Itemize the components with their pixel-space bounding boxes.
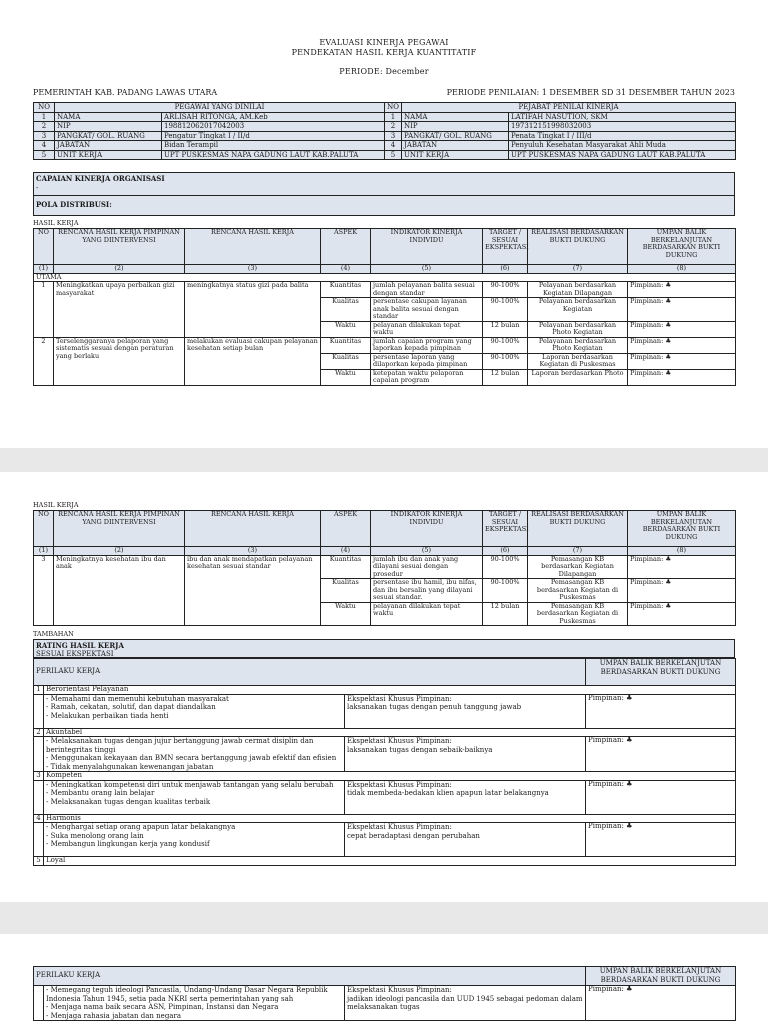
indikator: jumlah pelayanan balita sesuai dengan standar [371,282,483,298]
ekspektasi-pimpinan: Ekspektasi Khusus Pimpinan: jadikan ideologi pancasila dan UUD 1945 sebagai pedoman dalam melaksanakan tugas [345,986,586,1021]
realisasi: Laporan berdasarkan Photo [528,369,628,385]
gov-row [0,88,768,97]
ekspektasi-pimpinan: Ekspektasi Khusus Pimpinan: laksanakan tugas dengan sebaik-baiknya [345,737,586,772]
col-target: TARGET / SESUAI EKSPEKTASI [483,229,528,265]
realisasi: Pemasangan KB berdasarkan Kegiatan Dilapangan [528,555,628,579]
info-label: PANGKAT/ GOL. RUANG [55,131,162,141]
aspek: Kualitas [321,579,371,603]
col-number: (3) [185,547,321,556]
rencana-hasil-kerja: meningkatnya status gizi pada balita [185,282,321,338]
hasil-kerja-title: HASIL KERJA [33,219,79,227]
umpan-balik: Pimpinan: ♣ [628,369,736,385]
aspek: Waktu [321,369,371,385]
info-no: 5 [34,150,55,160]
target: 12 bulan [483,369,528,385]
umpan-balik: Pimpinan: ♣ [628,298,736,322]
info-table [33,102,736,160]
doc-title: EVALUASI KINERJA PEGAWAI [319,38,449,47]
col-realisasi: REALISASI BERDASARKAN BUKTI DUKUNG [528,511,628,547]
col-number: (6) [483,265,528,274]
page-2 [0,472,768,902]
penilai-unit: UPT PUSKESMAS NAPA GADUNG LAUT KAB.PALUTA [509,150,736,160]
info-no: 1 [385,112,402,122]
rencana-hasil-kerja: ibu dan anak mendapatkan pelayanan kesehatan sesuai standar [185,555,321,626]
info-row [34,112,736,122]
doc-subtitle: PENDEKATAN HASIL KERJA KUANTITATIF [291,48,477,57]
hasil-kerja-row [34,282,736,298]
pola-distribusi: POLA DISTRIBUSI: [34,195,734,213]
target: 90-100% [483,353,528,369]
pimpinan-feedback: Pimpinan: ♣ [586,694,736,728]
umpan-balik: Pimpinan: ♣ [628,337,736,353]
realisasi: Pelayanan berdasarkan Photo Kegiatan [528,321,628,337]
target: 12 bulan [483,321,528,337]
aspek: Waktu [321,602,371,626]
rencana-pimpinan: Meningkatkan upaya perbaikan gizi masyarakat [54,282,185,338]
perilaku-row [34,737,736,772]
no-header: NO [34,103,55,113]
utama-label: UTAMA [34,273,736,282]
pimpinan-feedback: Pimpinan: ♣ [586,986,736,1021]
rencana-hasil-kerja: melakukan evaluasi cakupan pelayanan kesehatan setiap bulan [185,337,321,385]
perilaku-row [34,986,736,1021]
umpan-balik: Pimpinan: ♣ [628,321,736,337]
indikator: jumlah capaian program yang laporkan kepada pimpinan [371,337,483,353]
perilaku-name: Akuntabel [44,728,736,737]
col-aspek: ASPEK [321,511,371,547]
no-header-2: NO [385,103,402,113]
info-label: NIP [402,122,509,132]
periode-penilaian: PERIODE PENILAIAN: 1 DESEMBER SD 31 DESEMBER TAHUN 2023 [446,88,735,97]
indikator: persentase laporan yang dilaporkan kepada pimpinan [371,353,483,369]
indikator: ketepatan waktu pelaporan capaian program [371,369,483,385]
indikator: jumlah ibu dan anak yang dilayani sesuai dengan prosedur [371,555,483,579]
perilaku-row [34,694,736,728]
col-no: NO [34,229,54,265]
perilaku-category-row [34,686,736,695]
info-row [34,141,736,151]
info-label: JABATAN [55,141,162,151]
document-header [0,38,768,77]
info-no: 2 [385,122,402,132]
target: 90-100% [483,555,528,579]
realisasi: Pemasangan KB berdasarkan Kegiatan di Puskesmas [528,579,628,603]
info-label: JABATAN [402,141,509,151]
aspek: Kuantitas [321,337,371,353]
col-number: (7) [528,265,628,274]
rating-box [33,639,735,658]
col-indikator: INDIKATOR KINERJA INDIVIDU [371,511,483,547]
perilaku-points: - Memegang teguh ideologi Pancasila, Undang-Undang Dasar Negara Republik Indonesia Tahun 1945, setia pada NKRI serta pemerintahan yang sah - Menjaga nama baik secara ASN, Pimpinan, Instansi dan Negara - Menjaga rahasia jabatan dan negara [44,986,345,1021]
capaian-box [33,172,735,216]
page-3 [0,934,768,1024]
pegawai-nama: ARLISAH RITONGA, AM.Keb [162,112,385,122]
rating-value: SESUAI EKSPEKTASI [36,650,114,658]
perilaku-no: 1 [34,686,44,695]
umpan-balik: Pimpinan: ♣ [628,555,736,579]
penilai-nip: 197312151998032003 [509,122,736,132]
hasil-kerja-row [34,555,736,579]
col-number: (3) [185,265,321,274]
tambahan-label: TAMBAHAN [33,630,74,638]
col-number: (4) [321,265,371,274]
ekspektasi-pimpinan: Ekspektasi Khusus Pimpinan: tidak membeda-bedakan klien apapun latar belakangnya [345,780,586,814]
col-number: (8) [628,265,736,274]
pimpinan-feedback: Pimpinan: ♣ [586,780,736,814]
col-realisasi: REALISASI BERDASARKAN BUKTI DUKUNG [528,229,628,265]
col-umpan-balik: UMPAN BALIK BERKELANJUTAN BERDASARKAN BUKTI DUKUNG [628,229,736,265]
perilaku-points: - Meningkatkan kompetensi diri untuk menjawab tantangan yang selalu berubah - Membantu orang lain belajar - Melaksanakan tugas dengan kualitas terbaik [44,780,345,814]
umpan-balik: Pimpinan: ♣ [628,602,736,626]
pemerintah-label: PEMERINTAH KAB. PADANG LAWAS UTARA [33,88,218,97]
pegawai-header: PEGAWAI YANG DINILAI [55,103,385,113]
perilaku-name: Harmonis [44,814,736,823]
indikator: persentase ibu hamil, ibu nifas, dan ibu bersalin yang dilayani sesuai standar. [371,579,483,603]
realisasi: Pelayanan berdasarkan Photo Kegiatan [528,337,628,353]
info-no: 1 [34,112,55,122]
perilaku-category-row [34,772,736,781]
target: 90-100% [483,298,528,322]
info-label: NAMA [402,112,509,122]
umpan-balik: Pimpinan: ♣ [628,579,736,603]
col-number: (4) [321,547,371,556]
target: 90-100% [483,337,528,353]
info-label: NIP [55,122,162,132]
col-number: (8) [628,547,736,556]
info-no: 3 [385,131,402,141]
rencana-pimpinan: Meningkatnya kesehatan ibu dan anak [54,555,185,626]
info-no: 2 [34,122,55,132]
col-target: TARGET / SESUAI EKSPEKTASI [483,511,528,547]
info-row [34,131,736,141]
col-number: (1) [34,547,54,556]
col-number: (1) [34,265,54,274]
col-aspek: ASPEK [321,229,371,265]
perilaku-title: PERILAKU KERJA [34,659,586,686]
aspek: Waktu [321,321,371,337]
perilaku-points: - Menghargai setiap orang apapun latar belakangnya - Suka menolong orang lain - Membangun lingkungan kerja yang kondusif [44,823,345,857]
pimpinan-feedback: Pimpinan: ♣ [586,737,736,772]
indikator: persentase cakupan layanan anak balita sesuai dengan standar [371,298,483,322]
perilaku-points: - Memahami dan memenuhi kebutuhan masyarakat - Ramah, cekatan, solutif, dan dapat diandalkan - Melakukan perbaikan tiada henti [44,694,345,728]
col-rencana: RENCANA HASIL KERJA [185,229,321,265]
perilaku-no: 2 [34,728,44,737]
row-no: 3 [34,555,54,626]
info-label: UNIT KERJA [402,150,509,160]
perilaku-table-2 [33,966,736,1021]
col-umpan-balik: UMPAN BALIK BERKELANJUTAN BERDASARKAN BUKTI DUKUNG [628,511,736,547]
row-no: 2 [34,337,54,385]
info-label: NAMA [55,112,162,122]
col-indikator: INDIKATOR KINERJA INDIVIDU [371,229,483,265]
col-number: (7) [528,547,628,556]
indikator: pelayanan dilakukan tepat waktu [371,321,483,337]
info-row [34,122,736,132]
col-number: (2) [54,265,185,274]
hasil-kerja-title-2: HASIL KERJA [33,501,79,509]
info-no: 3 [34,131,55,141]
doc-periode: PERIODE: December [339,67,429,76]
perilaku-title-2: PERILAKU KERJA [34,967,586,986]
col-number: (6) [483,547,528,556]
pegawai-nip: 198812062017042003 [162,122,385,132]
pegawai-unit: UPT PUSKESMAS NAPA GADUNG LAUT KAB.PALUTA [162,150,385,160]
capaian-value: - [36,184,39,192]
realisasi: Pemasangan KB berdasarkan Kegiatan di Puskesmas [528,602,628,626]
col-rencana: RENCANA HASIL KERJA [185,511,321,547]
info-label: UNIT KERJA [55,150,162,160]
capaian-title: CAPAIAN KINERJA ORGANISASI [36,174,165,183]
perilaku-row [34,823,736,857]
pimpinan-feedback: Pimpinan: ♣ [586,823,736,857]
realisasi: Pelayanan berdasarkan Kegiatan [528,298,628,322]
perilaku-points: - Melaksanakan tugas dengan jujur bertanggung jawab cermat disiplin dan berintegritas tinggi - Menggunakan kekayaan dan BMN secara bertanggung jawab efektif dan efisien - Tidak menyalahgunakan kewenangan jabatan [44,737,345,772]
indikator: pelayanan dilakukan tepat waktu [371,602,483,626]
perilaku-name: Loyal [44,857,736,866]
ekspektasi-pimpinan: Ekspektasi Khusus Pimpinan: cepat beradaptasi dengan perubahan [345,823,586,857]
perilaku-row [34,780,736,814]
hasil-kerja-row [34,337,736,353]
ekspektasi-pimpinan: Ekspektasi Khusus Pimpinan: laksanakan tugas dengan penuh tanggung jawab [345,694,586,728]
info-row [34,150,736,160]
info-no: 4 [385,141,402,151]
aspek: Kuantitas [321,555,371,579]
aspek: Kualitas [321,353,371,369]
col-rencana-pimpinan: RENCANA HASIL KERJA PIMPINAN YANG DIINTERVENSI [54,229,185,265]
target: 90-100% [483,579,528,603]
penilai-pangkat: Penata Tingkat I / III/d [509,131,736,141]
perilaku-name: Kompeten [44,772,736,781]
realisasi: Laporan berdasarkan Kegiatan di Puskesmas [528,353,628,369]
aspek: Kuantitas [321,282,371,298]
info-no: 5 [385,150,402,160]
col-number: (2) [54,547,185,556]
pegawai-pangkat: Pengatur Tingkat I / II/d [162,131,385,141]
target: 12 bulan [483,602,528,626]
col-no: NO [34,511,54,547]
col-number: (5) [371,265,483,274]
row-no: 1 [34,282,54,338]
page-1 [0,0,768,448]
perilaku-table [33,658,736,866]
rating-title: RATING HASIL KERJA [36,641,124,650]
col-rencana-pimpinan: RENCANA HASIL KERJA PIMPINAN YANG DIINTERVENSI [54,511,185,547]
target: 90-100% [483,282,528,298]
perilaku-no: 4 [34,814,44,823]
hasil-kerja-table [33,228,736,386]
penilai-jabatan: Penyuluh Kesehatan Masyarakat Ahli Muda [509,141,736,151]
perilaku-name: Berorientasi Pelayanan [44,686,736,695]
perilaku-no: 5 [34,857,44,866]
info-label: PANGKAT/ GOL. RUANG [402,131,509,141]
aspek: Kualitas [321,298,371,322]
umpan-header-2: UMPAN BALIK BERKELANJUTAN BERDASARKAN BUKTI DUKUNG [586,967,736,986]
umpan-balik: Pimpinan: ♣ [628,282,736,298]
pegawai-jabatan: Bidan Terampil [162,141,385,151]
hasil-kerja-table-2 [33,510,736,626]
perilaku-category-row [34,857,736,866]
rencana-pimpinan: Terselenggaranya pelaporan yang sistematis sesuai dengan peraturan yang berlaku [54,337,185,385]
umpan-balik: Pimpinan: ♣ [628,353,736,369]
realisasi: Pelayanan berdasarkan Kegiatan Dilapangan [528,282,628,298]
umpan-header: UMPAN BALIK BERKELANJUTAN BERDASARKAN BUKTI DUKUNG [586,659,736,686]
penilai-header: PEJABAT PENILAI KINERJA [402,103,736,113]
perilaku-no: 3 [34,772,44,781]
info-no: 4 [34,141,55,151]
col-number: (5) [371,547,483,556]
penilai-nama: LATIFAH NASUTION, SKM [509,112,736,122]
